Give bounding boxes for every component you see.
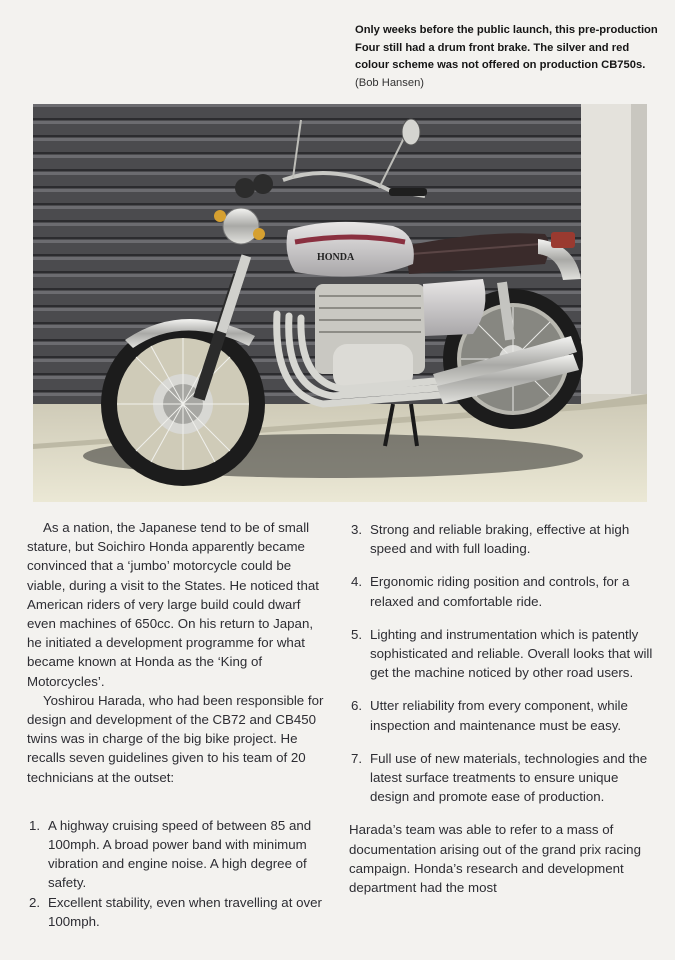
item-number: 3.	[351, 522, 363, 537]
item-text: Utter reliability from every component, while inspection and maintenance must be easy.	[370, 698, 628, 733]
mirror	[402, 119, 420, 145]
item-number: 2.	[29, 894, 41, 910]
item-text: Lighting and instrumentation which is patently sophisticated and reliable. Overall looks that will get the machine noticed by other road users.	[370, 626, 653, 681]
fuel-tank	[287, 222, 414, 277]
item-text: Strong and reliable braking, effective at high speed and with full loading.	[370, 522, 630, 557]
caption-text: Only weeks before the public launch, this pre-production Four still had a drum front brake. The silver and red colour scheme was not offered on production CB750s.	[355, 24, 658, 72]
motorcycle-photo	[33, 104, 647, 502]
guideline-item	[27, 816, 327, 893]
guideline-item	[349, 520, 654, 558]
item-number: 6.	[351, 698, 363, 714]
item-number: 7.	[351, 750, 363, 766]
item-number: 1.	[29, 817, 41, 833]
item-number: 5.	[351, 626, 363, 642]
motorcycle-illustration	[33, 104, 647, 502]
caption-credit: (Bob Hansen)	[355, 76, 425, 89]
item-text: Full use of new materials, technologies and the latest surface treatments to ensure unique design and promote ease of production.	[370, 750, 648, 805]
guideline-item	[349, 625, 654, 683]
right-column	[349, 520, 654, 897]
guideline-item	[349, 749, 654, 807]
body-paragraph: Harada’s team was able to refer to a mass of documentation arising out of the grand prix racing campaign. Honda’s research and development department had the most	[349, 822, 641, 896]
engine	[315, 284, 425, 389]
left-column	[27, 518, 327, 931]
guideline-item	[349, 696, 654, 734]
front-wheel	[101, 322, 265, 486]
guideline-item	[349, 572, 654, 610]
photo-caption	[355, 22, 660, 92]
item-number: 4.	[351, 574, 363, 590]
tank-badge: HONDA	[317, 252, 355, 263]
body-paragraph: Yoshirou Harada, who had been responsible for design and development of the CB72 and CB450 twins was in charge of the big bike project. He recalls seven guidelines given to his team of 20 technicians at the outset:	[27, 692, 324, 785]
body-paragraph: As a nation, the Japanese tend to be of small stature, but Soichiro Honda apparently became convinced that a ‘jumbo’ motorcycle could be viable, during a visit to the States. He noticed that American riders of very large build could dwarf even machines of 650cc. On his return to Japan, he initiated a development programme for what became known at Honda as the ‘King of Motorcycles’.	[27, 520, 319, 689]
headlamp	[223, 208, 259, 244]
guideline-item	[27, 893, 327, 931]
item-text: Excellent stability, even when travelling at over 100mph.	[48, 894, 322, 929]
item-text: Ergonomic riding position and controls, for a relaxed and comfortable ride.	[370, 574, 630, 609]
side-cover	[423, 279, 485, 336]
item-text: A highway cruising speed of between 85 and 100mph. A broad power band with minimum vibration and engine noise. A high degree of safety.	[48, 817, 312, 891]
